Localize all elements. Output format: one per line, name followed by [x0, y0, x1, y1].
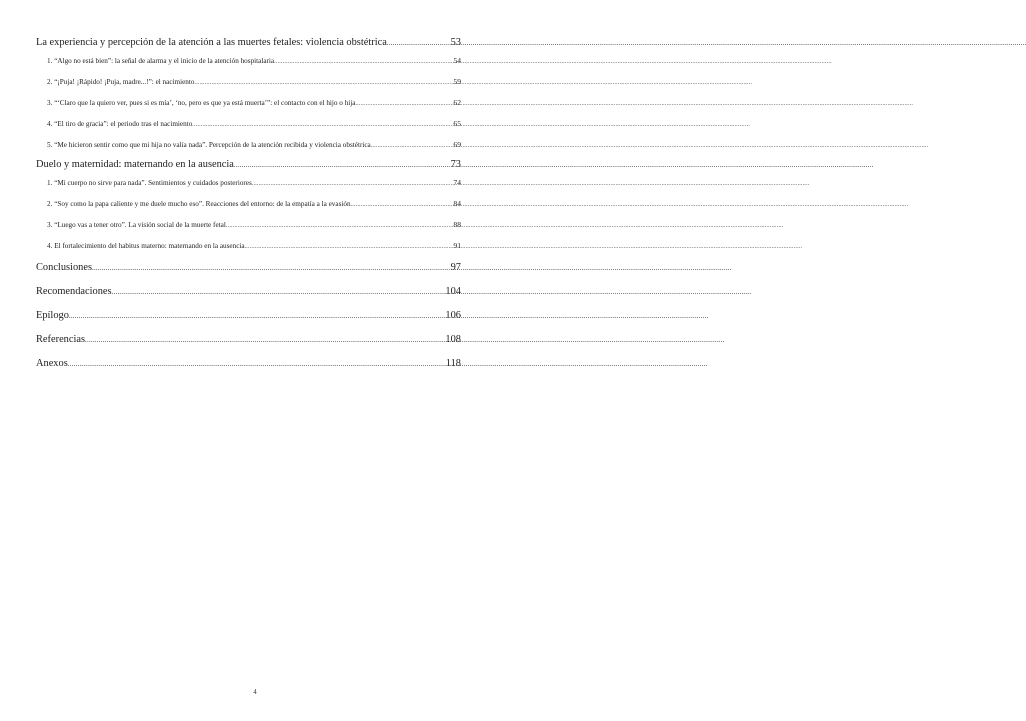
toc-item[interactable]: [36, 57, 461, 66]
toc-chapter[interactable]: [36, 262, 461, 274]
toc-page-number: 88: [453, 220, 461, 230]
toc-chapter[interactable]: [36, 37, 461, 49]
toc-item[interactable]: [36, 78, 461, 87]
toc-page-number: 84: [453, 199, 461, 209]
toc-chapter-title: La experiencia y percepción de la atención a las muertes fetales: violencia obstétrica: [36, 37, 387, 48]
toc-item-title: 5. “Me hicieron sentir como que mi hija no valía nada”. Percepción de la atención recibida y violencia obstétrica: [47, 140, 371, 149]
dot-leader: [226, 221, 454, 230]
table-of-contents: [36, 37, 461, 370]
toc-chapter[interactable]: [36, 334, 461, 346]
dot-leader: [274, 57, 453, 66]
toc-item-title: 1. “Mi cuerpo no sirve para nada”. Sentimientos y cuidados posteriores: [47, 179, 252, 188]
toc-item-title: 3. “‘Claro que la quiero ver, pues si es mía’, ‘no, pero es que ya está muerta’”: el contacto con el hijo o hija: [47, 98, 356, 107]
dot-leader: [245, 242, 454, 251]
toc-chapter-title: Referencias: [36, 333, 86, 345]
dot-leader: [387, 37, 451, 49]
toc-chapter-title: Anexos: [36, 357, 68, 369]
toc-item[interactable]: [36, 120, 461, 129]
toc-page-number: 59: [453, 76, 461, 86]
toc-item[interactable]: [36, 242, 461, 251]
toc-item-title: 4. “El tiro de gracia”: el periodo tras el nacimiento: [47, 119, 193, 128]
toc-item-title: 3. “Luego vas a tener otro”. La visión social de la muerte fetal: [47, 221, 226, 230]
toc-item-title: 2. “¡Puja! ¡Rápido! ¡Puja, madre...!”: el nacimiento: [47, 77, 195, 86]
toc-page-number: 53: [450, 37, 461, 48]
toc-chapter[interactable]: [36, 358, 461, 370]
toc-item[interactable]: [36, 221, 461, 230]
toc-page-number: 65: [453, 118, 461, 128]
toc-chapter-title: Recomendaciones: [36, 285, 112, 297]
dot-leader: [195, 78, 454, 87]
toc-page-number: 97: [450, 261, 461, 273]
toc-chapter[interactable]: [36, 310, 461, 322]
toc-chapter-title: Epílogo: [36, 309, 69, 321]
toc-item[interactable]: [36, 200, 461, 209]
dot-leader: [371, 141, 454, 150]
dot-leader: [192, 120, 453, 129]
dot-leader: [355, 99, 453, 108]
dot-leader: [92, 262, 451, 274]
dot-leader: [351, 200, 454, 209]
toc-chapter[interactable]: [36, 159, 461, 171]
page-number: 4: [253, 688, 257, 696]
toc-page-number: 104: [445, 285, 461, 297]
dot-leader: [68, 358, 446, 370]
toc-page-number: 118: [445, 357, 461, 369]
toc-page-number: 62: [453, 97, 461, 107]
toc-item[interactable]: [36, 141, 461, 150]
dot-leader: [252, 179, 454, 188]
toc-chapter[interactable]: [36, 286, 461, 298]
toc-item[interactable]: [36, 179, 461, 188]
toc-chapter-title: Duelo y maternidad: maternando en la ausencia: [36, 159, 234, 171]
toc-page-number: 54: [453, 55, 461, 65]
dot-leader: [69, 310, 446, 322]
toc-item-title: 1. “Algo no está bien”: la señal de alarma y el inicio de la atención hospitalaria: [47, 56, 275, 65]
toc-chapter-title: Conclusiones: [36, 261, 92, 273]
toc-page-number: 74: [453, 178, 461, 188]
toc-item-title: 4. El fortalecimiento del habitus materno: maternando en la ausencia: [47, 242, 245, 251]
toc-page-number: 69: [453, 139, 461, 149]
toc-page-number: 73: [450, 159, 461, 171]
toc-page-number: 91: [453, 241, 461, 251]
toc-item[interactable]: [36, 99, 461, 108]
toc-page-number: 106: [445, 309, 461, 321]
dot-leader: [112, 286, 446, 298]
toc-page-number: 108: [445, 333, 461, 345]
dot-leader: [234, 159, 451, 171]
dot-leader: [85, 334, 445, 346]
toc-item-title: 2. “Soy como la papa caliente y me duele mucho eso”. Reacciones del entorno: de la empatía a la evasión: [47, 200, 351, 209]
